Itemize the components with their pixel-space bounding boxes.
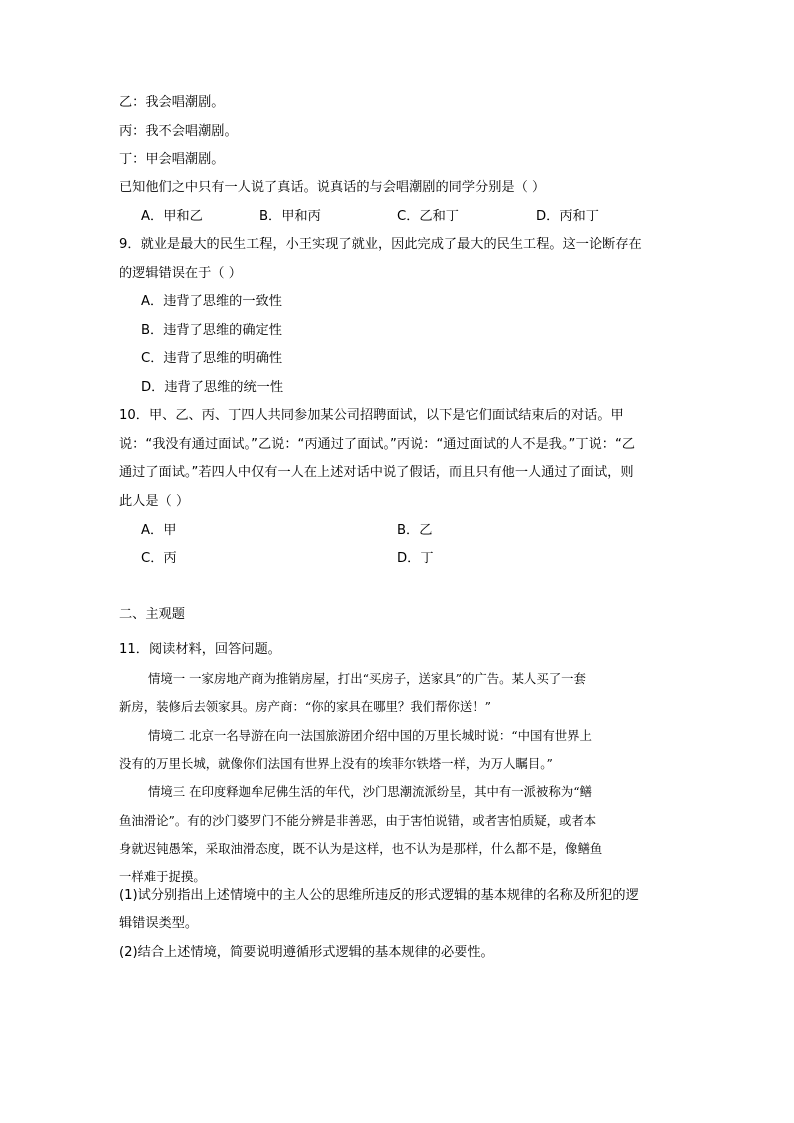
q8-stem: 已知他们之中只有一人说了真话。说真话的与会唱潮剧的同学分别是（ ） xyxy=(119,180,546,195)
q9-option-c[interactable]: C．违背了思维的明确性 xyxy=(141,351,283,366)
q8-option-a[interactable]: A．甲和乙 xyxy=(141,209,203,224)
q11-material-line: 一样难于捉摸。 xyxy=(119,869,206,884)
q9-option-b[interactable]: B．违背了思维的确定性 xyxy=(141,323,282,338)
q8-statement-ding: 丁：甲会唱潮剧。 xyxy=(119,152,225,167)
q11-material-line: 新房，装修后去领家具。房产商：“你的家具在哪里？我们帮你送！” xyxy=(119,699,491,714)
q10-stem-line1: 10．甲、乙、丙、丁四人共同参加某公司招聘面试，以下是它们面试结束后的对话。甲 xyxy=(119,408,624,423)
q11-material-line: 身就迟钝愚笨，采取油滑态度，既不认为是这样，也不认为是那样，什么都不是，像鳝鱼 xyxy=(119,841,603,856)
q11-material-line: 情境三 在印度释迦牟尼佛生活的年代，沙门思潮流派纷呈，其中有一派被称为“鳝 xyxy=(148,784,592,799)
q9-option-a[interactable]: A．违背了思维的一致性 xyxy=(141,294,282,309)
q10-option-b[interactable]: B．乙 xyxy=(397,523,433,538)
q9-stem-line2: 的逻辑错误在于（ ） xyxy=(119,266,242,281)
q8-option-c[interactable]: C．乙和丁 xyxy=(397,209,459,224)
q8-option-d[interactable]: D．丙和丁 xyxy=(536,209,599,224)
q10-stem-line3: 通过了面试。”若四人中仅有一人在上述对话中说了假话，而且只有他一人通过了面试，则 xyxy=(119,465,634,480)
q9-stem-line1: 9．就业是最大的民生工程，小王实现了就业，因此完成了最大的民生工程。这一论断存在 xyxy=(119,237,642,252)
q11-material-line: 情境二 北京一名导游在向一法国旅游团介绍中国的万里长城时说：“中国有世界上 xyxy=(148,728,592,743)
q10-stem-line4: 此人是（ ） xyxy=(119,494,190,509)
q11-sub1-line2: 辑错误类型。 xyxy=(119,916,199,931)
q9-option-d[interactable]: D．违背了思维的统一性 xyxy=(141,380,284,395)
q8-statement-yi: 乙：我会唱潮剧。 xyxy=(119,95,225,110)
q11-material-line: 鱼油滑论”。有的沙门婆罗门不能分辨是非善恶，由于害怕说错，或者害怕质疑，或者本 xyxy=(119,813,597,828)
q11-sub2: (2)结合上述情境，简要说明遵循形式逻辑的基本规律的必要性。 xyxy=(119,945,494,960)
q11-stem: 11．阅读材料，回答问题。 xyxy=(119,642,281,657)
q10-option-d[interactable]: D．丁 xyxy=(397,551,434,566)
q11-material-line: 没有的万里长城，就像你们法国有世界上没有的埃菲尔铁塔一样，为万人瞩目。” xyxy=(119,756,553,771)
q8-option-b[interactable]: B．甲和丙 xyxy=(259,209,321,224)
q11-sub1-line1: (1)试分别指出上述情境中的主人公的思维所违反的形式逻辑的基本规律的名称及所犯的逻 xyxy=(119,888,639,903)
q10-option-a[interactable]: A．甲 xyxy=(141,523,177,538)
q10-option-c[interactable]: C．丙 xyxy=(141,551,177,566)
q11-material-line: 情境一 一家房地产商为推销房屋，打出“买房子，送家具”的广告。某人买了一套 xyxy=(148,671,586,686)
section-heading: 二、主观题 xyxy=(119,607,185,622)
q8-statement-bing: 丙：我不会唱潮剧。 xyxy=(119,124,238,139)
q10-stem-line2: 说：“我没有通过面试。”乙说：“丙通过了面试。”丙说：“通过面试的人不是我。”丁说：“乙 xyxy=(119,437,635,452)
